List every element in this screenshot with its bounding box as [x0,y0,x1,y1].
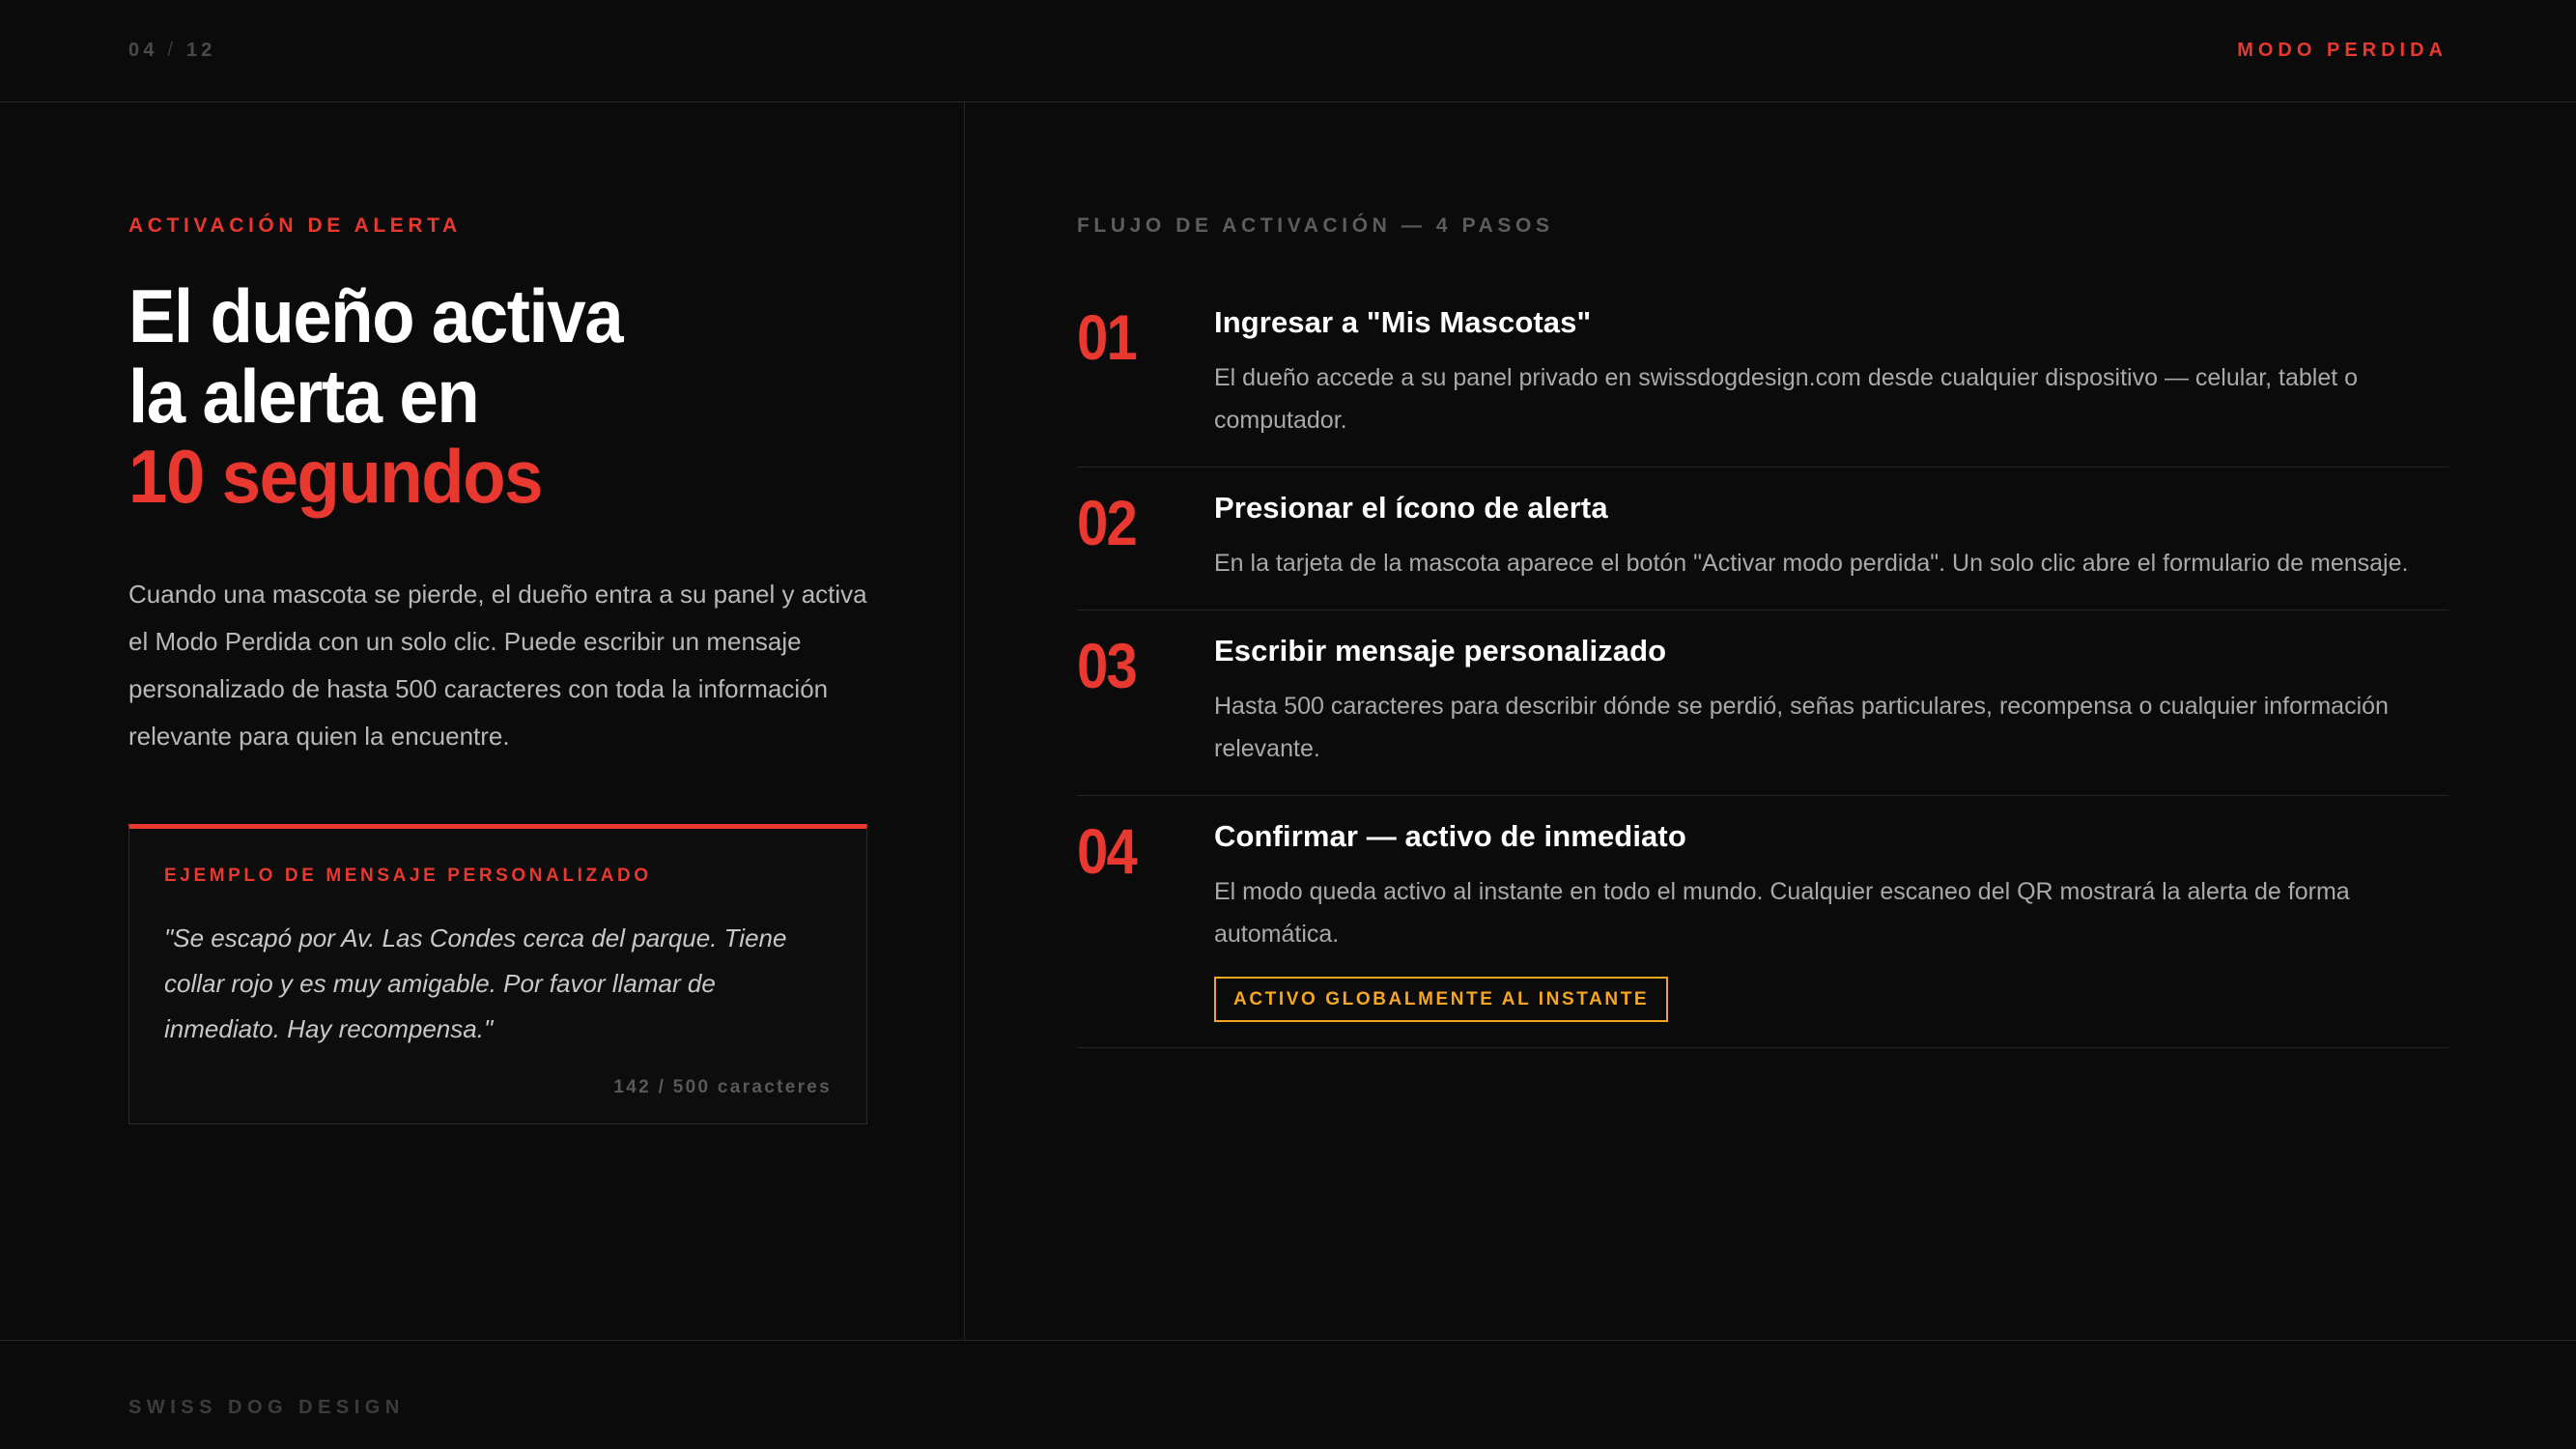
step-item [1077,611,2449,796]
step-number: 02 [1077,487,1137,558]
step-number: 01 [1077,301,1137,373]
page-title [128,273,847,519]
status-badge: ACTIVO GLOBALMENTE AL INSTANTE [1214,977,1668,1022]
page-separator: / [167,40,178,61]
column-divider [964,102,965,1340]
left-eyebrow: ACTIVACIÓN DE ALERTA [128,214,462,237]
step-body [1214,305,2449,441]
slide-footer [0,1340,2576,1449]
brand-label: SWISS DOG DESIGN [128,1397,405,1418]
step-title: Confirmar — activo de inmediato [1214,819,1686,853]
left-column [128,102,901,1124]
slide-header [0,0,2576,102]
step-title: Ingresar a "Mis Mascotas" [1214,305,1592,339]
steps-list [1077,282,2449,1048]
right-eyebrow: FLUJO DE ACTIVACIÓN — 4 PASOS [1077,214,1554,237]
headline-line-1: El dueño activa [128,273,623,358]
step-item [1077,468,2449,611]
page-indicator [128,40,216,62]
example-card-label: EJEMPLO DE MENSAJE PERSONALIZADO [164,866,652,886]
step-description: En la tarjeta de la mascota aparece el botón "Activar modo perdida". Un solo clic abre el formulario de mensaje. [1214,550,2409,577]
step-title: Presionar el ícono de alerta [1214,491,1608,525]
page-current: 04 [128,40,158,61]
right-column [1077,102,2449,1048]
lead-paragraph: Cuando una mascota se pierde, el dueño entra a su panel y activa el Modo Perdida con un solo clic. Puede escribir un mensaje personalizado de hasta 500 caracteres con toda la información relevante para quien la encuentre. [128,580,867,751]
step-description: El dueño accede a su panel privado en swissdogdesign.com desde cualquier dispositivo — celular, tablet o computador. [1214,364,2359,434]
step-item [1077,796,2449,1048]
page-total: 12 [185,40,216,61]
step-title: Escribir mensaje personalizado [1214,634,1667,668]
step-body [1214,491,2449,584]
character-counter: 142 / 500 caracteres [613,1077,832,1097]
section-label: MODO PERDIDA [2237,40,2448,61]
step-number: 03 [1077,630,1137,701]
example-message-card [128,824,867,1124]
step-item [1077,282,2449,468]
step-number: 04 [1077,815,1137,887]
step-description: Hasta 500 caracteres para describir dónde se perdió, señas particulares, recompensa o cualquier información relevante. [1214,693,2389,762]
step-body [1214,634,2449,770]
step-body [1214,819,2449,1022]
example-card-quote: "Se escapó por Av. Las Condes cerca del parque. Tiene collar rojo y es muy amigable. Por favor llamar de inmediato. Hay recompensa." [164,923,787,1043]
headline-accent: 10 segundos [128,434,543,519]
step-description: El modo queda activo al instante en todo el mundo. Cualquier escaneo del QR mostrará la alerta de forma automática. [1214,878,2350,948]
headline-line-2: la alerta en [128,354,479,439]
